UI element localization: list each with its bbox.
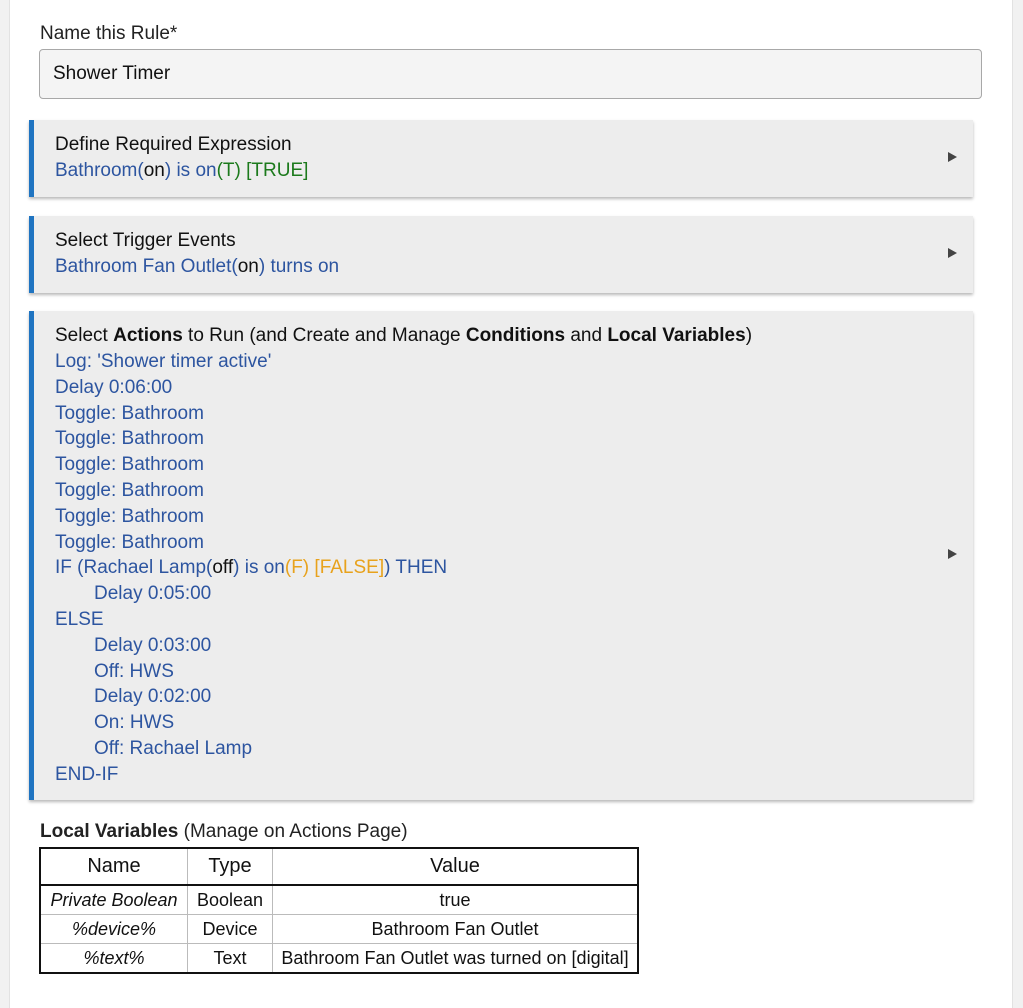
triangle-right-icon[interactable]: [948, 248, 957, 258]
else-action-line: Off: Rachael Lamp: [94, 737, 253, 759]
trigger-state: on: [237, 256, 259, 277]
else-action-line: On: HWS: [94, 712, 175, 734]
variable-name-cell: Private Boolean: [40, 885, 188, 915]
variable-value-cell: Bathroom Fan Outlet: [273, 915, 639, 944]
local-variables-table: [39, 847, 639, 974]
action-line: Toggle: Bathroom: [55, 454, 204, 476]
section-title: Define Required Expression: [55, 134, 292, 155]
variable-value-cell: true: [273, 885, 639, 915]
variable-type-cell: Boolean: [188, 885, 273, 915]
variable-name-cell: %device%: [40, 915, 188, 944]
action-line: Toggle: Bathroom: [55, 505, 204, 527]
else-action-line: Delay 0:02:00: [94, 686, 212, 708]
if-condition-line: IF (Rachael Lamp(off) is on(F) [FALSE]) THEN: [55, 557, 448, 579]
section-title: Select Actions to Run (and Create and Manage Conditions and Local Variables): [55, 325, 753, 346]
left-gutter: [0, 0, 10, 1008]
variable-type-cell: Text: [188, 944, 273, 974]
trigger-summary: [55, 254, 933, 280]
right-gutter: [1012, 0, 1023, 1008]
actions-section[interactable]: [29, 311, 973, 800]
variable-name-cell: %text%: [40, 944, 188, 974]
required-expression-summary: [55, 158, 933, 184]
triangle-right-icon[interactable]: [948, 549, 957, 559]
else-action-line: Off: HWS: [94, 660, 174, 682]
action-line: Toggle: Bathroom: [55, 428, 204, 450]
column-header-name: Name: [40, 848, 188, 885]
table-row: [40, 885, 638, 915]
trigger-rest: ) turns on: [258, 256, 340, 277]
action-line: Toggle: Bathroom: [55, 479, 204, 501]
triangle-right-icon[interactable]: [948, 152, 957, 162]
rule-name-input[interactable]: [39, 49, 982, 99]
expr-device: Bathroom(: [55, 160, 144, 181]
then-action-line: Delay 0:05:00: [94, 583, 212, 605]
rule-name-label: Name this Rule*: [40, 23, 178, 44]
expr-truth: (T) [TRUE]: [216, 160, 309, 181]
table-row: [40, 915, 638, 944]
section-title: Select Trigger Events: [55, 230, 236, 251]
trigger-device: Bathroom Fan Outlet(: [55, 256, 238, 277]
expr-state: on: [143, 160, 165, 181]
column-header-value: Value: [273, 848, 639, 885]
variable-type-cell: Device: [188, 915, 273, 944]
action-line: Log: 'Shower timer active': [55, 351, 272, 372]
action-line: Toggle: Bathroom: [55, 402, 204, 424]
required-expression-section[interactable]: [29, 120, 973, 197]
table-row: [40, 944, 638, 974]
else-action-line: Delay 0:03:00: [94, 634, 212, 656]
column-header-type: Type: [188, 848, 273, 885]
else-line: ELSE: [55, 608, 104, 630]
variable-value-cell: Bathroom Fan Outlet was turned on [digital]: [273, 944, 639, 974]
action-line: Toggle: Bathroom: [55, 531, 204, 553]
local-variables-heading: Local Variables (Manage on Actions Page): [40, 821, 408, 842]
endif-line: END-IF: [55, 763, 119, 785]
action-line: Delay 0:06:00: [55, 376, 173, 398]
expr-rest: ) is on: [164, 160, 217, 181]
trigger-events-section[interactable]: [29, 216, 973, 293]
